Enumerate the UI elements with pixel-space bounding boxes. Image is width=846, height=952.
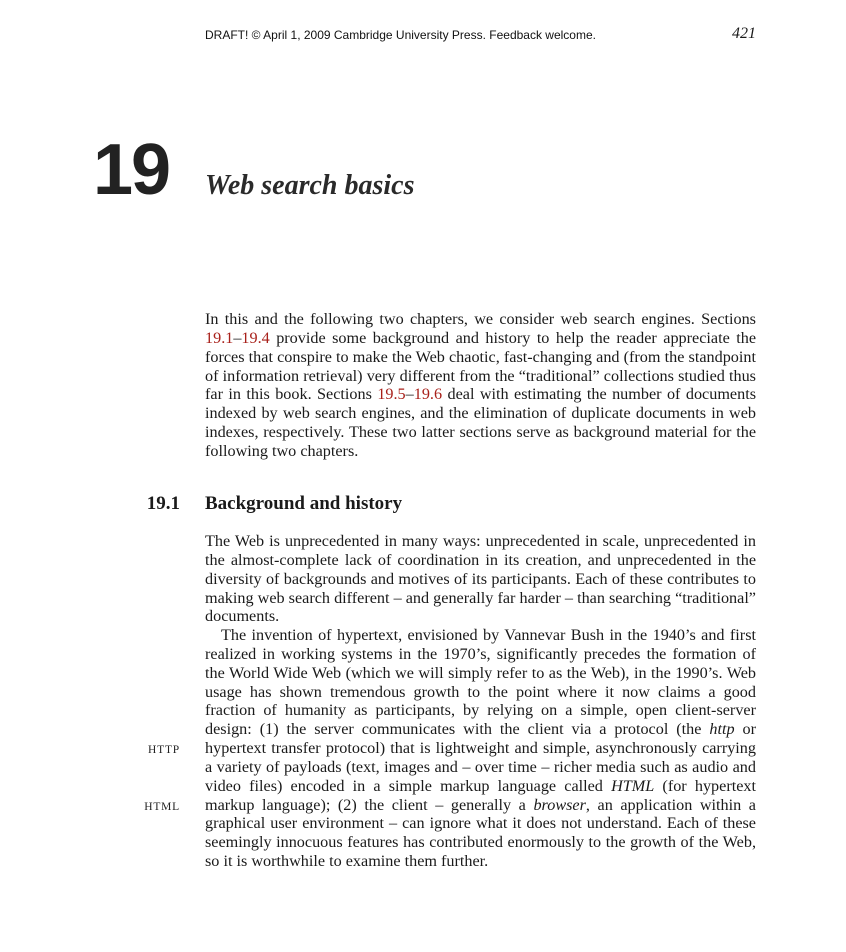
section-link-19-6[interactable]: 19.6: [413, 385, 443, 404]
p2-text-c: (for hypertext markup language); (2) the client – generally a: [205, 776, 756, 814]
section-link-19-1[interactable]: 19.1: [205, 328, 234, 347]
intro-text-2: provide some background and history to help the reader appreciate the forces that conspire to make the Web chaotic, fast-changing and (from the standpoint of information retrieval) very different from the “traditional” collections studied thus far in this book. Sections: [205, 328, 756, 404]
chapter-number: 19: [93, 130, 170, 210]
p2-text-d: , an application within a graphical user environment – can ignore what it does not understand. Each of these seemingly innocuous features has contributed enormously to the growth of the Web, so it is worthwhile to examine them further.: [205, 795, 756, 871]
section-link-19-4[interactable]: 19.4: [241, 328, 270, 347]
margin-note-html: HTML: [144, 801, 180, 813]
section-link-19-5[interactable]: 19.5: [377, 385, 406, 404]
p2-text-b: or hypertext transfer protocol) that is lightweight and simple, asynchronously carrying a variety of payloads (text, images and – over time – richer media such as audio and video files) encoded in a simple markup language called: [205, 720, 756, 795]
term-http: http: [709, 720, 735, 739]
section-paragraph-1: The Web is unprecedented in many ways: unprecedented in scale, unprecedented in the almost-complete lack of coordination in its creation, and unprecedented in the diversity of backgrounds and motives of its participants. Each of these contributes to making web search different – and generally far harder – than searching “traditional” documents.: [205, 532, 756, 626]
section-paragraph-2: [205, 626, 756, 871]
intro-text-1: In this and the following two chapters, we consider web search engines. Sections: [205, 310, 756, 328]
section-title: Background and history: [205, 493, 403, 514]
term-html: HTML: [611, 776, 655, 795]
margin-note-http: HTTP: [148, 744, 180, 756]
section-number: 19.1: [146, 493, 180, 514]
running-header: DRAFT! © April 1, 2009 Cambridge University Press. Feedback welcome.: [205, 28, 596, 42]
page-number: 421: [732, 25, 756, 42]
p2-text-a: The invention of hypertext, envisioned by Vannevar Bush in the 1940’s and first realized in working systems in the 1970’s, significantly precedes the formation of the World Wide Web (which we will simply refer to as the Web), in the 1990’s. Web usage has shown tremendous growth to the point where it now claims a good fraction of humanity as participants, by relying on a simple, open client-server design: (1) the server communicates with the client via a protocol (the: [205, 626, 756, 739]
term-browser: browser: [533, 795, 586, 814]
intro-dash-1: –: [233, 328, 242, 347]
chapter-title: Web search basics: [205, 170, 415, 201]
intro-paragraph: [205, 310, 756, 461]
intro-dash-2: –: [405, 385, 414, 404]
intro-text-3: deal with estimating the number of documents indexed by web search engines, and the elimination of duplicate documents in web indexes, respectively. These two latter sections serve as background material for the following two chapters.: [205, 385, 756, 460]
